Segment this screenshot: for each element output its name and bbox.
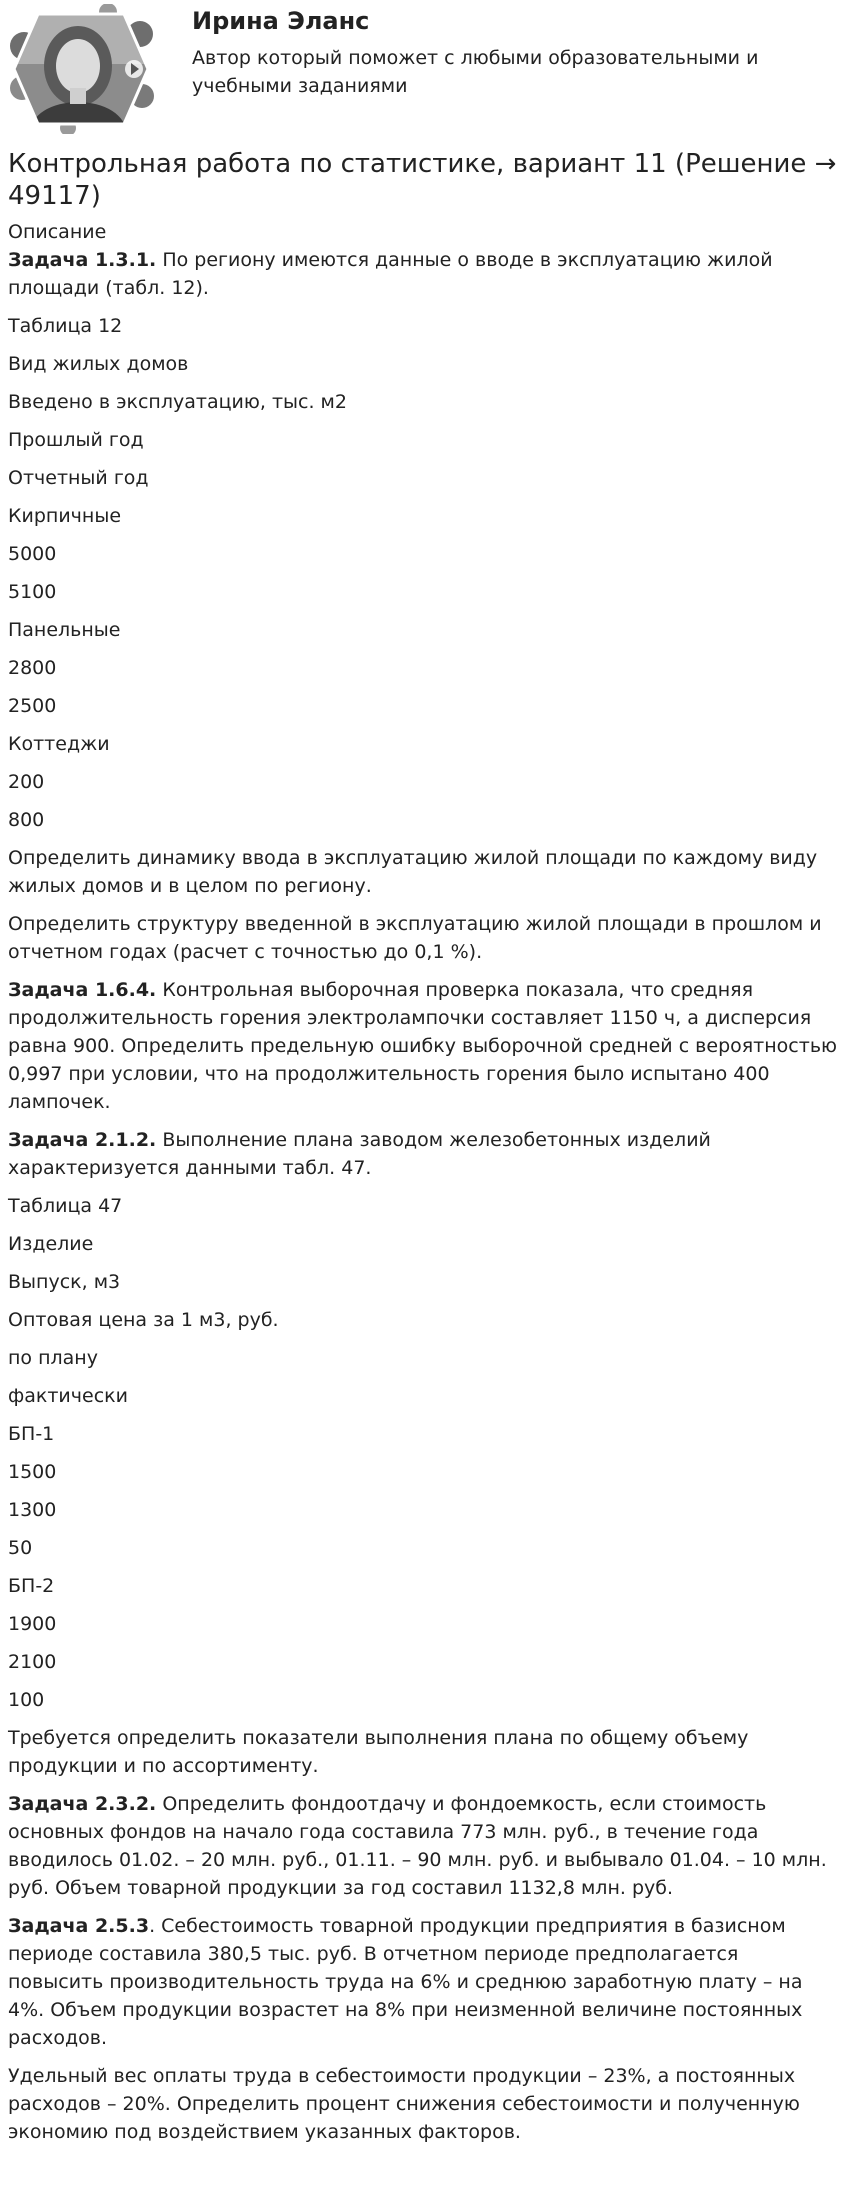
task-label: Задача 1.3.1. (8, 249, 157, 271)
avatar[interactable] (8, 4, 154, 134)
table-cell: Коттеджи (8, 733, 110, 755)
task-text: Определить фондоотдачу и фондоемкость, если стоимость основных фондов на начало года составила 773 млн. руб., в течение года вводилось 01.02. – 20 млн. руб., 01.11. – 90 млн. руб. и выбывало 01.04. – 10 млн. руб. Объем товарной продукции за год составил 1132,8 млн. руб. (8, 1793, 827, 1899)
table-cell: 2500 (8, 695, 57, 717)
task-2-1-2 (8, 1126, 839, 1182)
table-cell: 1300 (8, 1499, 57, 1521)
table-cell: по плану (8, 1347, 98, 1369)
task-1-question-1: Определить динамику ввода в эксплуатацию жилой площади по каждому виду жилых домов и в целом по региону. (8, 847, 818, 897)
table-cell: Вид жилых домов (8, 353, 189, 375)
table-cell: 1900 (8, 1613, 57, 1635)
table-cell: 2800 (8, 657, 57, 679)
task-text: Контрольная выборочная проверка показала, что средняя продолжительность горения электролампочки составляет 1150 ч, а дисперсия равна 900. Определить предельную ошибку выборочной средней с вероятностью 0,997 при условии, что на продолжительность горения было испытано 400 лампочек. (8, 979, 838, 1113)
table-cell: Прошлый год (8, 429, 144, 451)
author-description: Автор который поможет с любыми образовательными и учебными заданиями (192, 47, 759, 97)
task-1-6-4 (8, 976, 839, 1116)
task-text: По региону имеются данные о вводе в эксплуатацию жилой площади (табл. 12). (8, 249, 773, 299)
author-info (192, 6, 802, 100)
task-text: Выполнение плана заводом железобетонных изделий характеризуется данными табл. 47. (8, 1129, 711, 1179)
avatar-frame-icon (8, 4, 154, 134)
page-title: Контрольная работа по статистике, вариант 11 (Решение → 49117) (8, 149, 837, 211)
table-cell: БП-2 (8, 1575, 55, 1597)
task-2-5-3 (8, 1912, 839, 2052)
table-cell: 200 (8, 771, 45, 793)
table-cell: Изделие (8, 1233, 94, 1255)
table-cell: Введено в эксплуатацию, тыс. м2 (8, 391, 347, 413)
table-cell: 1500 (8, 1461, 57, 1483)
task-label: Задача 2.5.3 (8, 1915, 150, 1937)
task-2-3-2 (8, 1790, 839, 1902)
table-12 (8, 312, 839, 834)
author-name[interactable]: Ирина Эланс (192, 7, 370, 35)
description-label: Описание (8, 221, 107, 243)
author-card (8, 0, 839, 146)
task-label: Задача 1.6.4. (8, 979, 157, 1001)
table-cell: 50 (8, 1537, 33, 1559)
table-cell: Выпуск, м3 (8, 1271, 121, 1293)
table-cell: 2100 (8, 1651, 57, 1673)
table-cell: 100 (8, 1689, 45, 1711)
table-cell: БП-1 (8, 1423, 55, 1445)
task-1-3-1 (8, 246, 839, 302)
table-cell: фактически (8, 1385, 128, 1407)
table-cell: 5100 (8, 581, 57, 603)
table-cell: Таблица 12 (8, 315, 123, 337)
task-2-1-2-question: Требуется определить показатели выполнения плана по общему объему продукции и по ассортименту. (8, 1727, 749, 1777)
task-text: . Себестоимость товарной продукции предприятия в базисном периоде составила 380,5 тыс. руб. В отчетном периоде предполагается повысить производительность труда на 6% и среднюю заработную плату – на 4%. Объем продукции возрастет на 8% при неизменной величине постоянных расходов. (8, 1915, 803, 2049)
table-47 (8, 1192, 839, 1714)
table-cell: Таблица 47 (8, 1195, 123, 1217)
table-cell: 5000 (8, 543, 57, 565)
table-cell: Кирпичные (8, 505, 122, 527)
table-cell: Оптовая цена за 1 м3, руб. (8, 1309, 279, 1331)
task-label: Задача 2.1.2. (8, 1129, 157, 1151)
task-2-5-3-question: Удельный вес оплаты труда в себестоимости продукции – 23%, а постоянных расходов – 20%. Определить процент снижения себестоимости и полученную экономию под воздействием указанных факторов. (8, 2065, 800, 2143)
task-1-question-2: Определить структуру введенной в эксплуатацию жилой площади в прошлом и отчетном годах (расчет с точностью до 0,1 %). (8, 913, 822, 963)
task-label: Задача 2.3.2. (8, 1793, 157, 1815)
table-cell: Панельные (8, 619, 121, 641)
table-cell: 800 (8, 809, 45, 831)
table-cell: Отчетный год (8, 467, 149, 489)
